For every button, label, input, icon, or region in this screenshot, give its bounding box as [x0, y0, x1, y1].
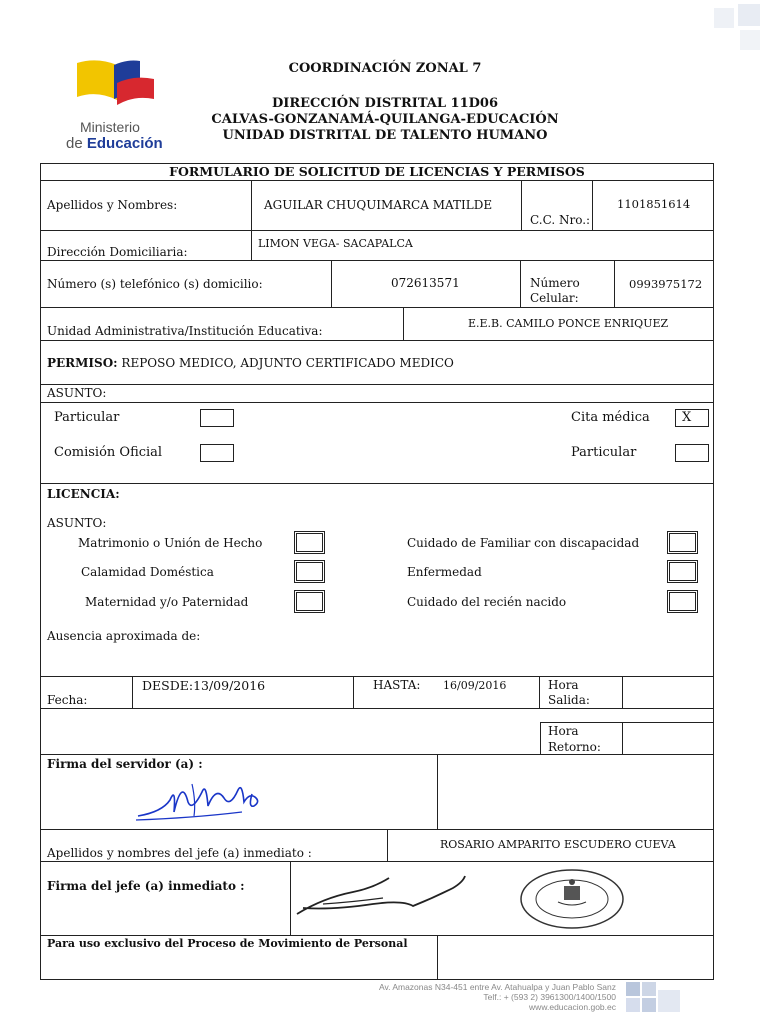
cc-label: C.C. Nro.:	[530, 213, 591, 227]
licencia-asunto-label: ASUNTO:	[47, 516, 107, 530]
licencia-area	[40, 483, 714, 677]
address-value[interactable]: LIMON VEGA- SACAPALCA	[258, 237, 413, 250]
option-enfermedad-checkbox[interactable]	[667, 560, 698, 583]
hasta-value[interactable]: 16/09/2016	[443, 679, 507, 692]
option-cita-label: Cita médica	[571, 410, 650, 425]
footer-line3: www.educacion.gob.ec	[529, 1002, 616, 1012]
cell-label-1: Número	[530, 276, 580, 290]
hora-salida-label-2: Salida:	[548, 693, 590, 707]
jefe-signature-graphic	[293, 868, 503, 923]
option-cuidado-recien-label: Cuidado del recién nacido	[407, 595, 567, 609]
footer-logo	[624, 980, 684, 1016]
ministry-logo	[62, 55, 172, 155]
footer-line2: Telf.: + (593 2) 3961300/1400/1500	[483, 992, 616, 1002]
form-title: FORMULARIO DE SOLICITUD DE LICENCIAS Y PERMISOS	[169, 164, 585, 179]
asunto-row	[40, 384, 714, 403]
official-seal	[518, 868, 626, 930]
logo-line2-bold: Educación	[86, 135, 163, 152]
option-cita-checkbox[interactable]	[675, 409, 709, 427]
hora-salida-value-cell	[622, 676, 714, 709]
unit-value[interactable]: E.E.B. CAMILO PONCE ENRIQUEZ	[468, 317, 669, 330]
hasta-label: HASTA:	[373, 678, 421, 692]
option-cuidado-recien-checkbox[interactable]	[667, 590, 698, 613]
option-matrimonio-label: Matrimonio o Unión de Hecho	[78, 536, 263, 550]
logo-line2	[66, 135, 163, 152]
option-particular-left-checkbox[interactable]	[200, 409, 234, 427]
phone-label: Número (s) telefónico (s) domicilio:	[47, 277, 263, 291]
option-enfermedad-label: Enfermedad	[407, 565, 482, 579]
cell-value[interactable]: 0993975172	[629, 277, 703, 291]
names-label: Apellidos y Nombres:	[47, 198, 178, 212]
option-maternidad-checkbox[interactable]	[294, 590, 325, 613]
jefe-value[interactable]: ROSARIO AMPARITO ESCUDERO CUEVA	[440, 838, 676, 851]
address-label: Dirección Domiciliaria:	[47, 245, 188, 259]
desde-value[interactable]: DESDE:13/09/2016	[142, 678, 266, 693]
option-particular-right-label: Particular	[571, 445, 637, 460]
corner-decoration	[690, 0, 768, 60]
footer-blocks-icon	[624, 980, 684, 1016]
firma-servidor-label: Firma del servidor (a) :	[47, 757, 203, 771]
option-particular-right-checkbox[interactable]	[675, 444, 709, 462]
option-particular-left-label: Particular	[54, 410, 120, 425]
hora-retorno-label-2: Retorno:	[548, 740, 601, 754]
hora-retorno-value-cell	[622, 722, 714, 755]
licencia-label: LICENCIA:	[47, 487, 120, 501]
firma-jefe-label: Firma del jefe (a) inmediato :	[47, 879, 245, 893]
logo-line1: Ministerio	[80, 119, 140, 135]
option-cuidado-familiar-label: Cuidado de Familiar con discapacidad	[407, 536, 640, 550]
servidor-signature	[132, 772, 272, 824]
permiso-label: PERMISO:	[47, 356, 118, 370]
jefe-label: Apellidos y nombres del jefe (a) inmediato :	[47, 846, 312, 860]
hora-salida-label-1: Hora	[548, 678, 579, 692]
logo-flag-icon	[62, 55, 172, 115]
unit-label: Unidad Administrativa/Institución Educativa:	[47, 324, 323, 338]
phone-value[interactable]: 072613571	[391, 276, 460, 290]
permiso-value[interactable]: REPOSO MEDICO, ADJUNTO CERTIFICADO MEDICO	[117, 356, 454, 370]
option-calamidad-checkbox[interactable]	[294, 560, 325, 583]
asunto-label: ASUNTO:	[47, 386, 107, 400]
header-line1: COORDINACIÓN ZONAL 7	[288, 61, 482, 76]
uso-label: Para uso exclusivo del Proceso de Movimiento de Personal	[47, 937, 408, 950]
ausencia-label: Ausencia aproximada de:	[47, 629, 201, 643]
option-cuidado-familiar-checkbox[interactable]	[667, 531, 698, 554]
names-value[interactable]: AGUILAR CHUQUIMARCA MATILDE	[264, 198, 493, 212]
firma-servidor-right-cell	[437, 754, 714, 830]
cell-label-2: Celular:	[530, 291, 579, 305]
header-line2: DIRECCIÓN DISTRITAL 11D06	[271, 96, 499, 111]
logo-line2-prefix: de	[66, 135, 87, 152]
header-line4: UNIDAD DISTRITAL DE TALENTO HUMANO	[222, 128, 548, 143]
option-maternidad-label: Maternidad y/o Paternidad	[85, 595, 249, 609]
footer-address	[340, 982, 616, 1012]
cc-value[interactable]: 1101851614	[617, 197, 691, 211]
option-matrimonio-checkbox[interactable]	[294, 531, 325, 554]
permiso-line	[47, 356, 454, 370]
corner-squares-graphic	[690, 0, 768, 60]
seal-stamp-icon	[518, 868, 626, 930]
option-comision-checkbox[interactable]	[200, 444, 234, 462]
hora-retorno-label-1: Hora	[548, 724, 579, 738]
footer-line1: Av. Amazonas N34-451 entre Av. Atahualpa y Juan Pablo Sanz	[378, 982, 616, 992]
servidor-signature-graphic	[132, 772, 272, 824]
option-cita-mark: X	[682, 410, 692, 425]
jefe-signature	[293, 868, 503, 923]
header-line3: CALVAS-GONZANAMÁ-QUILANGA-EDUCACIÓN	[211, 112, 559, 127]
option-comision-label: Comisión Oficial	[54, 445, 163, 460]
option-calamidad-label: Calamidad Doméstica	[81, 565, 214, 579]
uso-right-cell	[437, 935, 714, 980]
fecha-label: Fecha:	[47, 693, 88, 707]
